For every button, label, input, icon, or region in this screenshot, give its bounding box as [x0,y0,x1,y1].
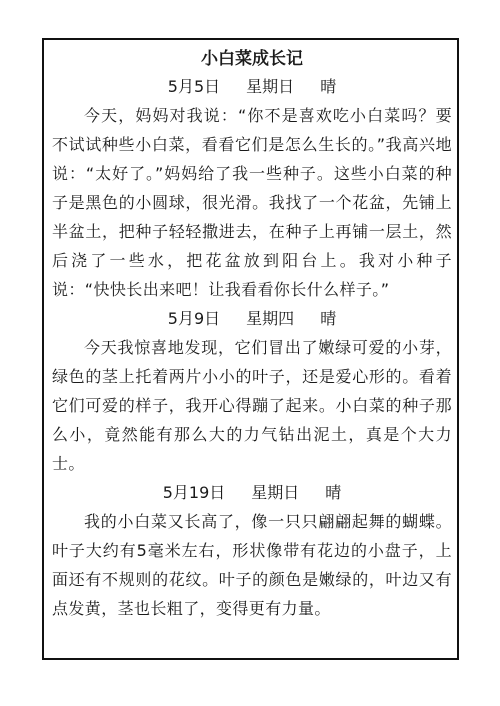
page-title: 小白菜成长记 [201,49,303,69]
entry-weekday: 星期日 [251,483,300,502]
entry-weekday: 星期日 [246,77,295,96]
entry-paragraph: 今天，妈妈对我说：“你不是喜欢吃小白菜吗？要不试试种些小白菜，看看它们是怎么生长的。”我高兴地说：“太好了。”妈妈给了我一些种子。这些小白菜的种子是黑色的小圆球，很光滑。我找了一个花盆，先铺上半盆土，把种子轻轻撒进去，在种子上再铺一层土，然后浇了一些水，把花盆放到阳台上。我对小种子说：“快快长出来吧！让我看看你长什么样子。” [52,106,452,299]
entry-weather: 晴 [320,309,337,328]
entry-paragraph: 我的小白菜又长高了，像一只只翩翩起舞的蝴蝶。叶子大约有5毫米左右，形状像带有花边的小盘子，上面还有不规则的花纹。叶子的颜色是嫩绿的，叶边又有点发黄，茎也长粗了，变得更有力量。 [52,512,452,618]
entry-date-line [52,304,452,333]
entry-date: 5月5日 [167,77,221,96]
entry-paragraph: 今天我惊喜地发现，它们冒出了嫩绿可爱的小芽，绿色的茎上托着两片小小的叶子，还是爱心形的。看着它们可爱的样子，我开心得蹦了起来。小白菜的种子那么小，竟然能有那么大的力气钻出泥土，真是个大力士。 [52,338,452,473]
entry-weather: 晴 [325,483,342,502]
entry-date-line [52,72,452,101]
entry-date: 5月19日 [162,483,226,502]
entry-date-line [52,478,452,507]
entry-weekday: 星期四 [246,309,295,328]
entry-date: 5月9日 [167,309,221,328]
diary-content [52,44,452,623]
entry-weather: 晴 [320,77,337,96]
